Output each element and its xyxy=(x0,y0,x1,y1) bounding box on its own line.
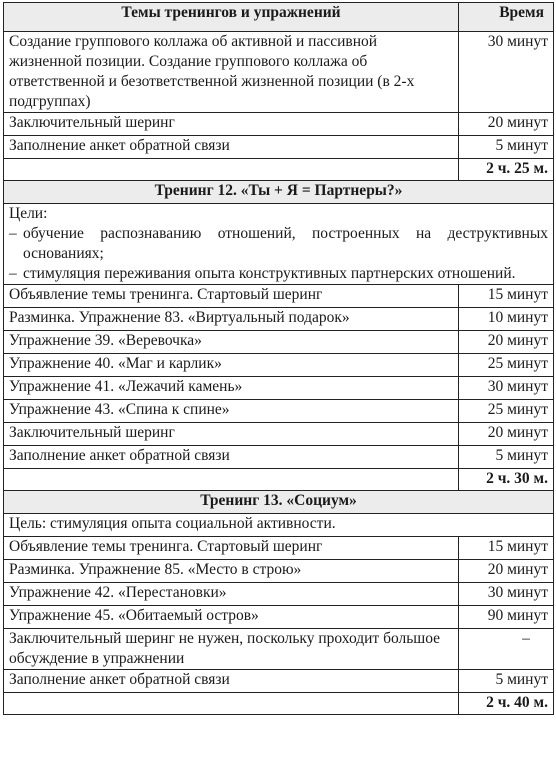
exercise-duration: 20 минут xyxy=(459,423,554,446)
exercise-name: Заполнение анкет обратной связи xyxy=(4,446,459,469)
goal-bullet: – xyxy=(9,225,17,242)
goal-item xyxy=(9,264,548,284)
exercise-name: Упражнение 41. «Лежачий камень» xyxy=(4,377,459,400)
table-row xyxy=(4,285,554,308)
total-duration: 2 ч. 25 м. xyxy=(459,159,554,181)
total-spacer xyxy=(4,469,459,491)
exercise-name: Разминка. Упражнение 85. «Место в строю» xyxy=(4,560,459,583)
table-row xyxy=(4,446,554,469)
exercise-name: Заполнение анкет обратной связи xyxy=(4,136,459,159)
section-header-training-13 xyxy=(4,491,554,514)
table-row xyxy=(4,354,554,377)
exercise-name: Заключительный шеринг xyxy=(4,113,459,136)
table-row xyxy=(4,400,554,423)
training-schedule-table xyxy=(3,2,554,715)
total-duration: 2 ч. 40 м. xyxy=(459,693,554,715)
table-header-row xyxy=(4,3,554,32)
goals-row xyxy=(4,204,554,285)
exercise-name: Упражнение 43. «Спина к спине» xyxy=(4,400,459,423)
exercise-duration: 5 минут xyxy=(459,446,554,469)
exercise-duration: 30 минут xyxy=(459,583,554,606)
goals-cell xyxy=(4,204,554,285)
table-row xyxy=(4,113,554,136)
exercise-name: Упражнение 45. «Обитаемый остров» xyxy=(4,606,459,629)
goal-text: стимуляция переживания опыта конструктивных партнерских отношений. xyxy=(23,265,516,282)
exercise-name: Заключительный шеринг не нужен, поскольку проходит большое обсуждение в упражнении xyxy=(4,629,459,670)
exercise-name: Упражнение 40. «Маг и карлик» xyxy=(4,354,459,377)
exercise-duration: 10 минут xyxy=(459,308,554,331)
goal-text: обучение распознаванию отношений, построенных на деструктивных основаниях; xyxy=(23,225,548,262)
table-row xyxy=(4,583,554,606)
goal-text: Цель: стимуляция опыта социальной активности. xyxy=(4,514,554,537)
exercise-duration: 15 минут xyxy=(459,285,554,308)
exercise-duration: 30 минут xyxy=(459,377,554,400)
exercise-duration: 5 минут xyxy=(459,670,554,693)
table-row xyxy=(4,32,554,113)
exercise-duration: 90 минут xyxy=(459,606,554,629)
table-row xyxy=(4,423,554,446)
exercise-name: Объявление темы тренинга. Стартовый шеринг xyxy=(4,537,459,560)
exercise-duration: 30 минут xyxy=(459,32,554,113)
exercise-duration: 20 минут xyxy=(459,113,554,136)
total-spacer xyxy=(4,693,459,715)
exercise-duration: 20 минут xyxy=(459,560,554,583)
exercise-duration: 25 минут xyxy=(459,354,554,377)
table-row xyxy=(4,136,554,159)
table-row xyxy=(4,308,554,331)
goal-row xyxy=(4,514,554,537)
exercise-name: Упражнение 42. «Перестановки» xyxy=(4,583,459,606)
exercise-name: Заключительный шеринг xyxy=(4,423,459,446)
table-row xyxy=(4,537,554,560)
topic-column-header: Темы тренингов и упражнений xyxy=(4,3,459,32)
section-title: Тренинг 12. «Ты + Я = Партнеры?» xyxy=(4,181,554,204)
table-row xyxy=(4,670,554,693)
goal-item xyxy=(9,224,548,264)
total-duration: 2 ч. 30 м. xyxy=(459,469,554,491)
time-column-header: Время xyxy=(459,3,554,32)
table-row xyxy=(4,377,554,400)
total-row xyxy=(4,469,554,491)
exercise-duration: 20 минут xyxy=(459,331,554,354)
exercise-name: Объявление темы тренинга. Стартовый шеринг xyxy=(4,285,459,308)
exercise-duration: – xyxy=(459,629,554,670)
table-row xyxy=(4,629,554,670)
total-row xyxy=(4,693,554,715)
section-title: Тренинг 13. «Социум» xyxy=(4,491,554,514)
goals-label: Цели: xyxy=(9,205,48,222)
goal-bullet: – xyxy=(9,265,17,282)
exercise-duration: 5 минут xyxy=(459,136,554,159)
exercise-name: Разминка. Упражнение 83. «Виртуальный подарок» xyxy=(4,308,459,331)
exercise-name: Создание группового коллажа об активной и пассивной жизненной позиции. Создание группового коллажа об ответственной и безответственной жизненной позиции (в 2-х подгруппах) xyxy=(4,32,459,113)
exercise-name: Упражнение 39. «Веревочка» xyxy=(4,331,459,354)
total-spacer xyxy=(4,159,459,181)
exercise-duration: 25 минут xyxy=(459,400,554,423)
exercise-duration: 15 минут xyxy=(459,537,554,560)
section-header-training-12 xyxy=(4,181,554,204)
table-row xyxy=(4,606,554,629)
table-row xyxy=(4,560,554,583)
total-row xyxy=(4,159,554,181)
exercise-name: Заполнение анкет обратной связи xyxy=(4,670,459,693)
table-row xyxy=(4,331,554,354)
